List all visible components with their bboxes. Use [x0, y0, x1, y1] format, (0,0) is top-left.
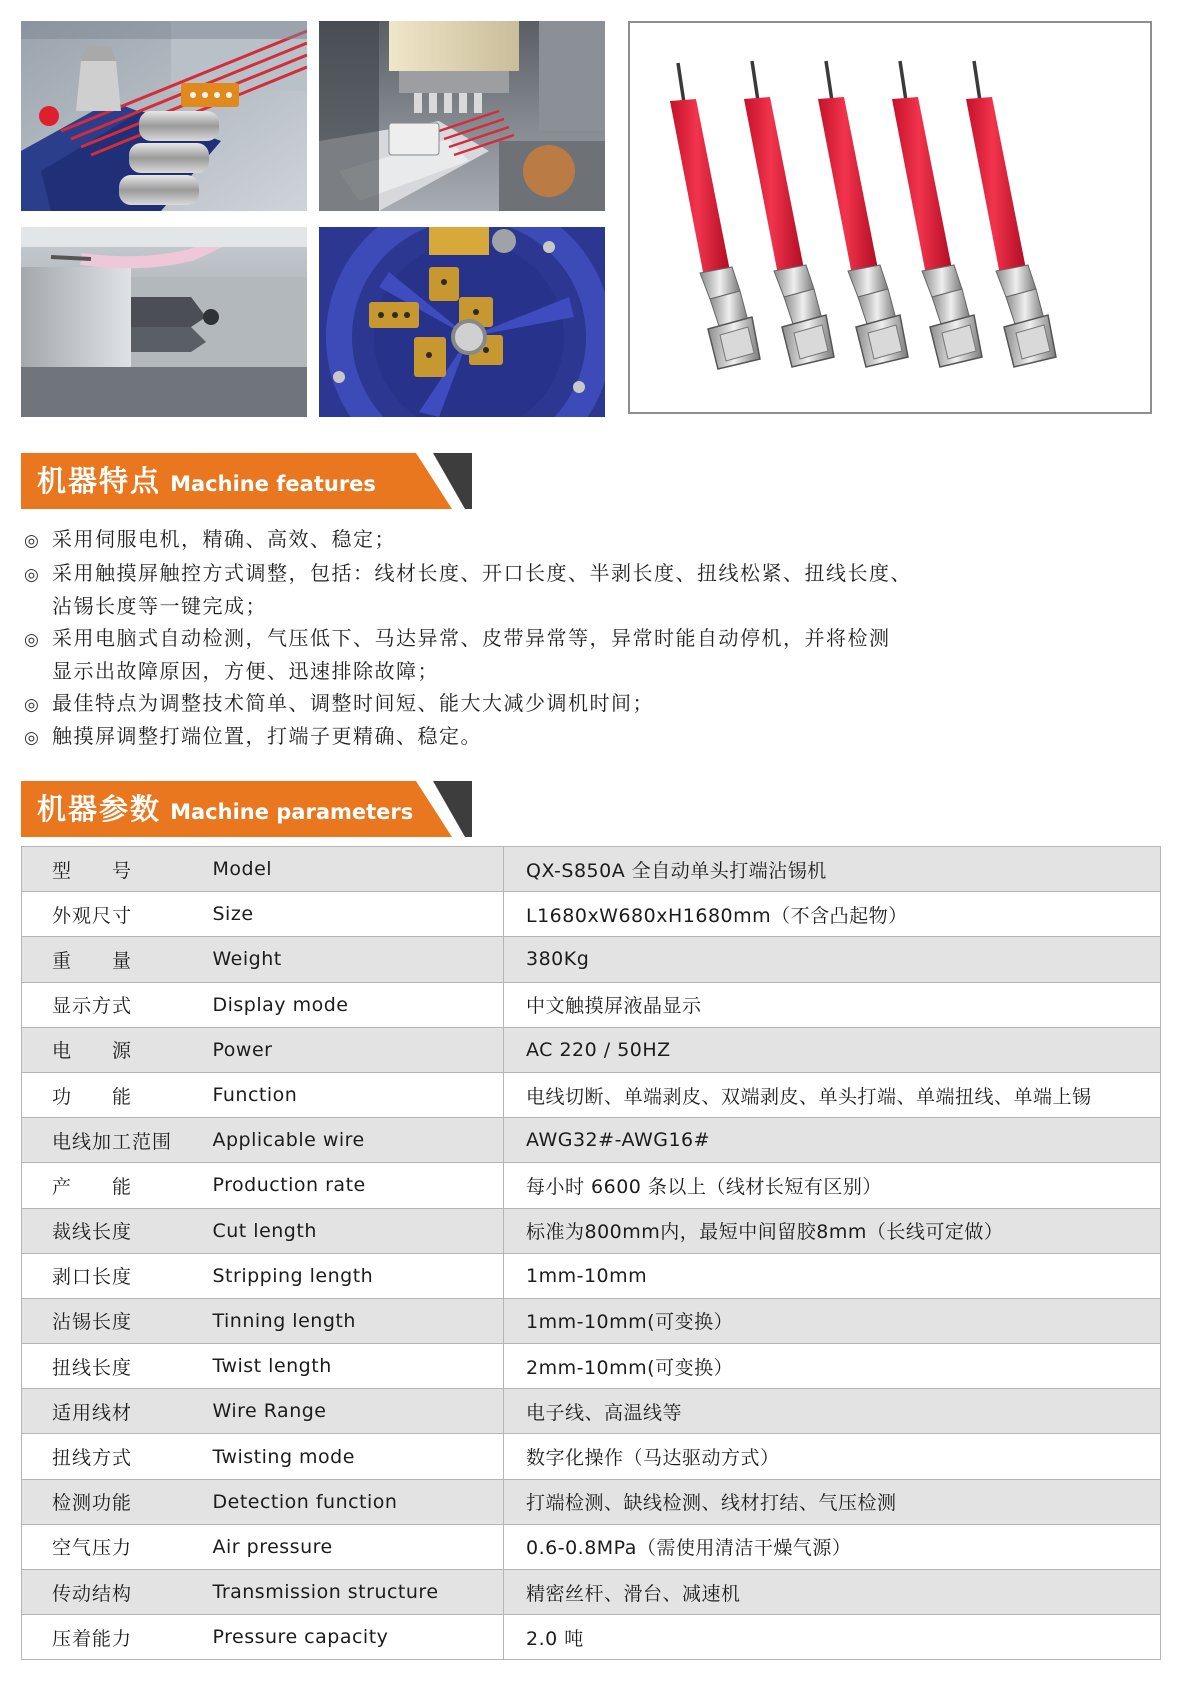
table-row: [22, 1072, 1161, 1117]
param-value: 1mm-10mm(可变换）: [504, 1298, 1161, 1343]
table-row: [22, 1253, 1161, 1298]
param-value: 0.6-0.8MPa（需使用清洁干燥气源）: [504, 1524, 1161, 1569]
table-row: [22, 1163, 1161, 1208]
feature-line: [24, 688, 1144, 722]
parameters-title-en: Machine parameters: [170, 800, 414, 824]
bullet-icon: ◎: [24, 694, 41, 715]
photo-twisting-clamp: [21, 227, 307, 417]
feature-text: 采用触摸屏触控方式调整，包括：线材长度、开口长度、半剥长度、扭线松紧、扭线长度、: [52, 560, 912, 585]
param-value: 数字化操作（马达驱动方式）: [504, 1434, 1161, 1479]
param-name-en: Pressure capacity: [202, 1615, 504, 1660]
feature-text: 显示出故障原因，方便、迅速排除故障；: [52, 659, 439, 683]
table-row: [22, 1615, 1161, 1660]
photo-stripping-blades: [319, 21, 605, 211]
parameters-banner: [21, 781, 472, 837]
feature-text: 沾锡长度等一键完成；: [52, 594, 267, 618]
param-name-en: Function: [202, 1072, 504, 1117]
param-value: 380Kg: [504, 937, 1161, 982]
feature-text: 触摸屏调整打端位置，打端子更精确、稳定。: [52, 724, 482, 748]
bullet-icon: ◎: [24, 728, 41, 748]
photo-rotary-fixture: [319, 227, 605, 417]
param-name-cn: 电线加工范围: [22, 1118, 202, 1163]
feature-line: [24, 591, 1144, 623]
features-banner: [21, 453, 472, 509]
param-name-cn: 重 量: [22, 937, 202, 982]
table-row: [22, 847, 1161, 892]
param-name-en: Weight: [202, 937, 504, 982]
feature-text: 最佳特点为调整技术简单、调整时间短、能大大减少调机时间；: [52, 690, 654, 715]
param-value: AWG32#-AWG16#: [504, 1118, 1161, 1163]
param-name-cn: 适用线材: [22, 1389, 202, 1434]
param-name-en: Wire Range: [202, 1389, 504, 1434]
table-row: [22, 1344, 1161, 1389]
machine-rollers-icon: [21, 21, 307, 211]
photo-finished-terminals: [628, 21, 1152, 414]
param-value: QX-S850A 全自动单头打端沾锡机: [504, 847, 1161, 892]
param-name-cn: 沾锡长度: [22, 1298, 202, 1343]
table-row: [22, 1027, 1161, 1072]
param-value: 标准为800mm内，最短中间留胶8mm（长线可定做）: [504, 1208, 1161, 1253]
feature-line: [24, 558, 1144, 592]
param-name-cn: 产 能: [22, 1163, 202, 1208]
feature-text: 采用电脑式自动检测，气压低下、马达异常、皮带异常等，异常时能自动停机，并将检测: [52, 625, 891, 650]
param-value: 2mm-10mm(可变换）: [504, 1344, 1161, 1389]
param-name-cn: 传动结构: [22, 1570, 202, 1615]
param-name-cn: 压着能力: [22, 1615, 202, 1660]
param-value: 打端检测、缺线检测、线材打结、气压检测: [504, 1479, 1161, 1524]
param-name-cn: 外观尺寸: [22, 892, 202, 937]
param-name-cn: 型 号: [22, 847, 202, 892]
param-value: 每小时 6600 条以上（线材长短有区别）: [504, 1163, 1161, 1208]
machine-rotary-icon: [319, 227, 605, 417]
param-name-en: Stripping length: [202, 1253, 504, 1298]
param-name-cn: 功 能: [22, 1072, 202, 1117]
bullet-icon: ◎: [24, 564, 41, 585]
param-name-cn: 显示方式: [22, 982, 202, 1027]
param-name-cn: 空气压力: [22, 1524, 202, 1569]
param-name-en: Cut length: [202, 1208, 504, 1253]
features-list: [24, 524, 1144, 755]
param-name-en: Applicable wire: [202, 1118, 504, 1163]
bullet-icon: ◎: [24, 531, 41, 551]
param-name-cn: 电 源: [22, 1027, 202, 1072]
param-value: 电子线、高温线等: [504, 1389, 1161, 1434]
features-title-cn: 机器特点: [37, 464, 162, 498]
param-value: 电线切断、单端剥皮、双端剥皮、单头打端、单端扭线、单端上锡: [504, 1072, 1161, 1117]
table-row: [22, 982, 1161, 1027]
param-name-en: Detection function: [202, 1479, 504, 1524]
param-value: AC 220 / 50HZ: [504, 1027, 1161, 1072]
table-row: [22, 1208, 1161, 1253]
param-value: 中文触摸屏液晶显示: [504, 982, 1161, 1027]
crimped-wire-samples-icon: [630, 23, 1150, 412]
param-name-en: Model: [202, 847, 504, 892]
param-name-en: Display mode: [202, 982, 504, 1027]
feature-line: [24, 656, 1144, 688]
param-name-cn: 裁线长度: [22, 1208, 202, 1253]
parameters-title-cn: 机器参数: [37, 792, 162, 826]
feature-line: [24, 623, 1144, 657]
parameters-table: [21, 846, 1161, 1660]
param-name-en: Air pressure: [202, 1524, 504, 1569]
param-value: 精密丝杆、滑台、减速机: [504, 1570, 1161, 1615]
param-name-en: Twist length: [202, 1344, 504, 1389]
machine-blades-icon: [319, 21, 605, 211]
param-name-en: Tinning length: [202, 1298, 504, 1343]
param-name-en: Twisting mode: [202, 1434, 504, 1479]
table-row: [22, 1389, 1161, 1434]
param-name-cn: 检测功能: [22, 1479, 202, 1524]
table-row: [22, 1434, 1161, 1479]
table-row: [22, 1118, 1161, 1163]
feature-line: [24, 721, 1144, 755]
feature-line: [24, 524, 1144, 558]
table-row: [22, 1570, 1161, 1615]
table-row: [22, 892, 1161, 937]
param-value: L1680xW680xH1680mm（不含凸起物）: [504, 892, 1161, 937]
photo-wire-feed-rollers: [21, 21, 307, 211]
machine-clamp-icon: [21, 227, 307, 417]
param-name-cn: 扭线方式: [22, 1434, 202, 1479]
param-name-en: Size: [202, 892, 504, 937]
feature-text: 采用伺服电机，精确、高效、稳定；: [52, 527, 396, 551]
param-name-cn: 扭线长度: [22, 1344, 202, 1389]
table-row: [22, 1479, 1161, 1524]
param-name-en: Transmission structure: [202, 1570, 504, 1615]
table-row: [22, 1298, 1161, 1343]
param-value: 1mm-10mm: [504, 1253, 1161, 1298]
param-value: 2.0 吨: [504, 1615, 1161, 1660]
param-name-en: Power: [202, 1027, 504, 1072]
param-name-cn: 剥口长度: [22, 1253, 202, 1298]
table-row: [22, 1524, 1161, 1569]
table-row: [22, 937, 1161, 982]
features-title-en: Machine features: [170, 472, 376, 496]
param-name-en: Production rate: [202, 1163, 504, 1208]
bullet-icon: ◎: [24, 629, 41, 650]
